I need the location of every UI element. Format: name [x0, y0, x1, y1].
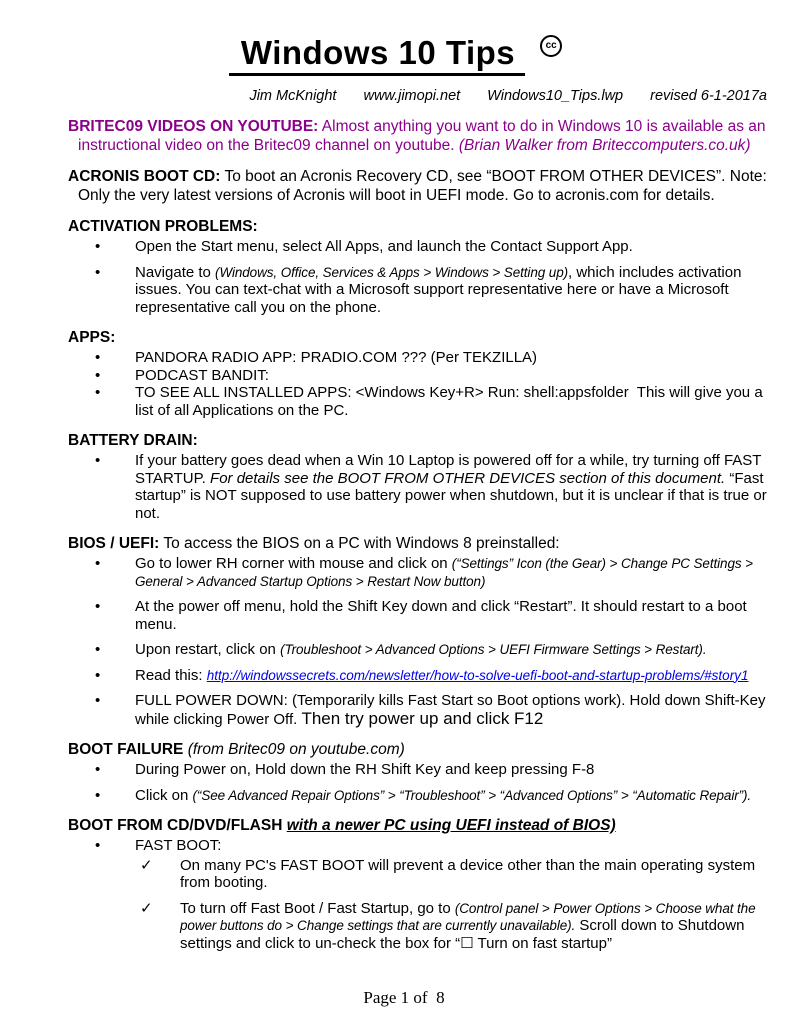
- section-acronis-boot-cd: [68, 167, 772, 205]
- bullet-icon: •: [95, 384, 101, 401]
- text-run: BOOT FAILURE: [68, 741, 188, 758]
- creative-commons-icon: cc: [540, 35, 562, 57]
- text-run: Go to lower RH corner with mouse and click on: [135, 555, 452, 572]
- byline-website: www.jimopi.net: [363, 88, 461, 104]
- text-run: To access the BIOS on a PC with Windows 8 preinstalled:: [159, 535, 560, 552]
- text-run: To boot an Acronis Recovery CD, see “BOOT FROM OTHER DEVICES”. Note: Only the very latest versions of Acronis will boot in UEFI mode. Go to acronis.com for details.: [78, 168, 772, 204]
- text-run: On many PC's FAST BOOT will prevent a device other than the main operating system from booting.: [180, 856, 760, 891]
- bullet-text: [135, 837, 769, 855]
- bullet-icon: •: [95, 366, 101, 384]
- bullet-text: [135, 598, 769, 633]
- text-run: BIOS / UEFI:: [68, 535, 160, 552]
- bullet-icon: •: [95, 786, 101, 804]
- bullet-list-item: [95, 264, 769, 317]
- text-run: ACRONIS BOOT CD:: [68, 168, 221, 185]
- bullet-text: [135, 641, 769, 659]
- bullet-text: [180, 900, 769, 953]
- text-run: During Power on, Hold down the RH Shift Key and keep pressing F-8: [135, 761, 595, 778]
- text-run: ACTIVATION PROBLEMS:: [68, 218, 258, 235]
- bullet-icon: •: [95, 238, 101, 255]
- bullet-icon: •: [95, 555, 101, 572]
- section-apps: [68, 328, 769, 419]
- byline-author: Jim McKnight: [249, 88, 337, 104]
- text-run: (Windows, Office, Services & Apps > Windows > Setting up): [215, 264, 569, 280]
- bullet-icon: •: [95, 598, 101, 615]
- text-run: For details see the BOOT FROM OTHER DEVICES section of this document.: [210, 469, 726, 487]
- section-bios-uefi: [68, 534, 769, 728]
- document-header: [68, 34, 769, 105]
- section-activation-problems: [68, 217, 769, 316]
- bullet-icon: •: [95, 692, 101, 709]
- document-body: [68, 117, 772, 952]
- bullet-list-item: [95, 349, 769, 367]
- text-run: If your battery goes dead when a Win 10 Laptop is powered off for a while, try turning off FAST STARTUP.: [135, 452, 766, 487]
- byline: [68, 88, 769, 105]
- check-icon: ✓: [140, 899, 153, 917]
- text-run: (“Settings” Icon (the Gear) > Change PC Settings > General > Advanced Startup Options > Restart Now button): [135, 556, 757, 589]
- text-run: FULL POWER DOWN: (Temporarily kills Fast Start so Boot options work). Hold down Shift-Key while clicking Power Off.: [135, 692, 770, 728]
- bullet-text: [135, 384, 769, 419]
- bullet-text: [135, 555, 769, 590]
- hyperlink[interactable]: http://windowssecrets.com/newsletter/how-to-solve-uefi-boot-and-startup-problems/#story1: [206, 667, 749, 683]
- section-heading: [68, 117, 769, 155]
- text-run: At the power off menu, hold the Shift Key down and click “Restart”. It should restart to a boot menu.: [135, 598, 751, 633]
- bullet-text: [135, 349, 769, 367]
- bullet-list-item: [95, 761, 769, 779]
- section-britec09-videos: [68, 117, 769, 155]
- section-heading: [68, 740, 769, 759]
- text-run: (Troubleshoot > Advanced Options > UEFI Firmware Settings > Restart).: [280, 642, 707, 657]
- bullet-list-item: [95, 692, 769, 728]
- text-run: Almost anything you want to do in Windows 10 is available as an instructional video on the Britec09 channel on youtube.: [78, 118, 770, 154]
- text-run: PANDORA RADIO APP: PRADIO.COM ??? (Per TEKZILLA): [135, 349, 538, 366]
- bullet-icon: •: [95, 666, 101, 684]
- text-run: (Brian Walker from Briteccomputers.co.uk): [458, 137, 751, 154]
- bullet-list-item: [95, 384, 769, 419]
- bullet-list-item: [95, 837, 769, 855]
- check-list-item: [140, 900, 769, 953]
- bullet-list-item: [95, 452, 769, 522]
- bullet-list-item: [95, 555, 769, 590]
- section-boot-from-cd-dvd-flash: [68, 816, 769, 952]
- page-footer: [0, 968, 791, 1028]
- bullet-list-item: [95, 787, 769, 805]
- bullet-icon: •: [95, 761, 101, 778]
- page-number: Page 1 of 8: [363, 988, 445, 1007]
- section-heading: [68, 328, 769, 347]
- text-run: To turn off Fast Boot / Fast Startup, go to: [180, 899, 455, 917]
- bullet-icon: •: [95, 349, 101, 366]
- bullet-list-item: [95, 641, 769, 659]
- bullet-text: [135, 692, 769, 728]
- bullet-icon: •: [95, 837, 101, 854]
- bullet-list-item: [95, 598, 769, 633]
- bullet-icon: •: [95, 452, 101, 469]
- section-heading: [68, 534, 769, 553]
- byline-filename: Windows10_Tips.lwp: [487, 88, 624, 104]
- section-heading: [68, 816, 769, 835]
- bullet-text: [135, 667, 769, 685]
- text-run: BOOT FROM CD/DVD/FLASH: [68, 817, 287, 834]
- text-run: “Fast startup” is NOT supposed to use battery power when shutdown, but it is unclear if that is true or not.: [135, 469, 771, 522]
- text-run: TO SEE ALL INSTALLED APPS: <Windows Key+R> Run: shell:appsfolder This will give you a list of all Applications on the PC.: [135, 384, 767, 419]
- text-run: (Control panel > Power Options > Choose what the power buttons do > Change settings that are currently unavailable).: [180, 900, 760, 933]
- text-run: Navigate to: [135, 263, 216, 281]
- text-run: Click on: [135, 786, 193, 804]
- text-run: (“See Advanced Repair Options” > “Troubleshoot” > “Advanced Options” > “Automatic Repair”).: [192, 787, 752, 803]
- text-run: with a newer PC using UEFI instead of BIOS): [286, 817, 616, 834]
- bullet-text: [135, 238, 769, 256]
- text-run: BRITEC09 VIDEOS ON YOUTUBE:: [68, 118, 319, 135]
- check-list-item: [140, 857, 769, 892]
- byline-revision: revised 6-1-2017a: [650, 88, 767, 104]
- check-icon: ✓: [140, 856, 153, 874]
- text-run: PODCAST BANDIT:: [135, 366, 269, 384]
- bullet-text: [180, 857, 769, 892]
- text-run: Upon restart, click on: [135, 641, 281, 658]
- bullet-text: [135, 761, 769, 779]
- bullet-list-item: [95, 667, 769, 685]
- text-run: (from Britec09 on youtube.com): [187, 741, 405, 758]
- section-heading: [68, 217, 769, 236]
- text-run: Read this:: [135, 666, 207, 684]
- bullet-text: [135, 264, 769, 317]
- bullet-text: [135, 367, 769, 385]
- text-run: FAST BOOT:: [135, 837, 222, 854]
- bullet-icon: •: [95, 641, 101, 658]
- document-title: Windows 10 Tips: [229, 34, 525, 76]
- section-heading: [68, 431, 769, 450]
- section-battery-drain: [68, 431, 769, 522]
- text-run: , which includes activation issues. You can text-chat with a Microsoft support representative here or have a Microsoft representative call you on the phone.: [135, 263, 746, 316]
- bullet-list-item: [95, 238, 769, 256]
- bullet-icon: •: [95, 263, 101, 281]
- section-heading: [68, 167, 772, 205]
- bullet-text: [135, 452, 769, 522]
- section-boot-failure: [68, 740, 769, 804]
- text-run: Then try power up and click F12: [301, 708, 544, 728]
- text-run: BATTERY DRAIN:: [68, 432, 198, 449]
- text-run: Scroll down to Shutdown settings and click to un-check the box for “☐ Turn on fast startup”: [180, 917, 749, 952]
- bullet-list-item: [95, 367, 769, 385]
- bullet-text: [135, 787, 769, 805]
- text-run: APPS:: [68, 329, 116, 346]
- text-run: Open the Start menu, select All Apps, and launch the Contact Support App.: [135, 238, 633, 255]
- title-row: [0, 34, 791, 76]
